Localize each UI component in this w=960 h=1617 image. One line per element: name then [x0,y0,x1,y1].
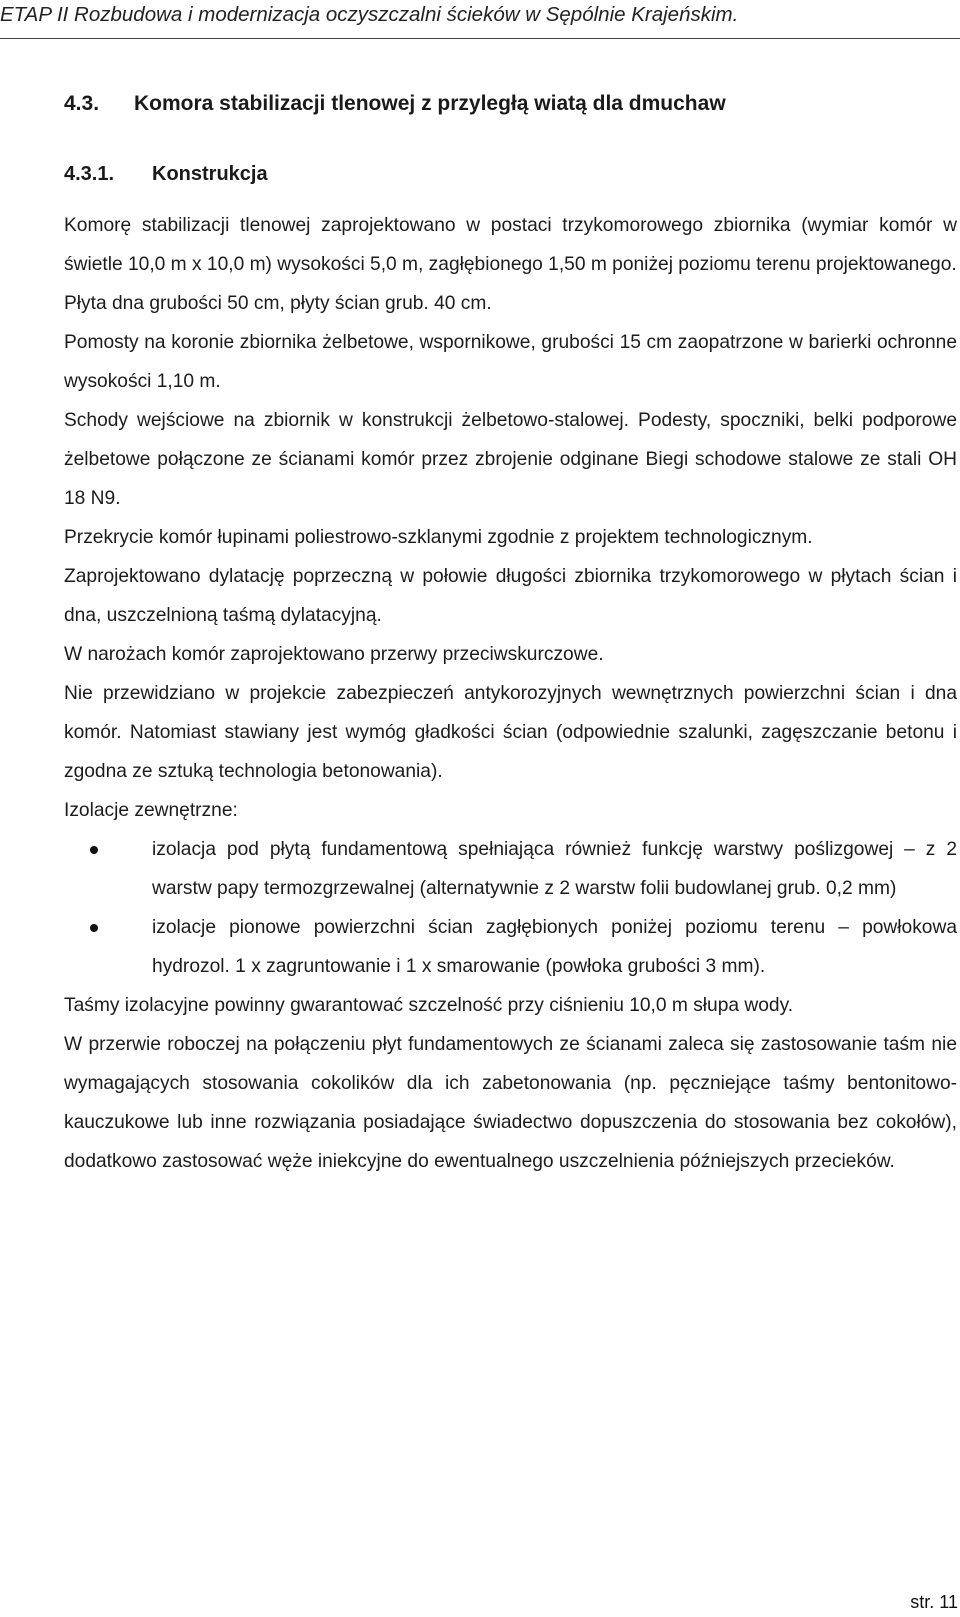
section-number: 4.3. [64,92,100,115]
paragraph-shrinkage-breaks: W narożach komór zaprojektowano przerwy przeciwskurczowe. [64,644,604,665]
paragraph-slab-thickness: Płyta dna grubości 50 cm, płyty ścian grub. 40 cm. [64,293,492,314]
section-heading [64,88,957,120]
list-item-text: izolacje pionowe powierzchni ścian zagłębionych poniżej poziomu terenu – powłokowa hydrozol. 1 x zagruntowanie i 1 x smarowanie (powłoka grubości 3 mm). [152,917,957,977]
paragraph-expansion-joint: Zaprojektowano dylatację poprzeczną w połowie długości zbiornika trzykomorowego w płytach ścian i dna, uszczelnioną taśmą dylatacyjną. [64,566,957,626]
document-body [64,88,957,1181]
paragraph-roofing: Przekrycie komór łupinami poliestrowo-szklanymi zgodnie z projektem technologicznym. [64,527,813,548]
running-header: ETAP II Rozbudowa i modernizacja oczyszczalni ścieków w Sępólnie Krajeńskim. [0,3,739,26]
subsection-title: Konstrukcja [152,163,268,185]
paragraph-insulation-intro: Izolacje zewnętrzne: [64,800,238,821]
page-number: str. 11 [910,1592,958,1612]
paragraph-stairs: Schody wejściowe na zbiornik w konstrukcji żelbetowo-stalowej. Podesty, spoczniki, belki podporowe żelbetowe połączone ze ścianami komór przez zbrojenie odginane Biegi schodowe stalowe ze stali OH 18 N9. [64,410,957,509]
list-item [64,830,957,908]
list-item-text: izolacja pod płytą fundamentową spełniająca również funkcję warstwy poślizgowej – z 2 warstw papy termozgrzewalnej (alternatywnie z 2 warstw folii budowlanej grub. 0,2 mm) [152,839,957,899]
bullet-icon [90,924,98,932]
paragraph-platforms: Pomosty na koronie zbiornika żelbetowe, wspornikowe, grubości 15 cm zaopatrzone w barierki ochronne wysokości 1,10 m. [64,332,957,392]
paragraph-chamber-design: Komorę stabilizacji tlenowej zaprojektowano w postaci trzykomorowego zbiornika (wymiar komór w świetle 10,0 m x 10,0 m) wysokości 5,0 m, zagłębionego 1,50 m poniżej poziomu terenu projektowanego. [64,215,957,275]
section-text [64,206,957,1181]
subsection-number: 4.3.1. [64,163,115,185]
bullet-icon [90,846,98,854]
header-divider [0,38,960,39]
paragraph-corrosion: Nie przewidziano w projekcie zabezpieczeń antykorozyjnych wewnętrznych powierzchni ścian i dna komór. Natomiast stawiany jest wymóg gładkości ścian (odpowiednie szalunki, zagęszczanie betonu i zgodna ze sztuką technologia betonowania). [64,683,957,782]
list-item [64,908,957,986]
paragraph-working-joint: W przerwie roboczej na połączeniu płyt fundamentowych ze ścianami zaleca się zastosowanie taśm nie wymagających stosowania cokolików dla ich zabetonowania (np. pęczniejące taśmy bentonitowo-kauczukowe lub inne rozwiązania posiadające świadectwo dopuszczenia do stosowania bez cokołów), dodatkowo zastosować węże iniekcyjne do ewentualnego uszczelnienia późniejszych przecieków. [64,1034,957,1172]
paragraph-tape-tightness: Taśmy izolacyjne powinny gwarantować szczelność przy ciśnieniu 10,0 m słupa wody. [64,995,794,1016]
section-title: Komora stabilizacji tlenowej z przyległą wiatą dla dmuchaw [134,92,726,115]
subsection-heading [64,158,957,190]
insulation-list [64,830,957,986]
